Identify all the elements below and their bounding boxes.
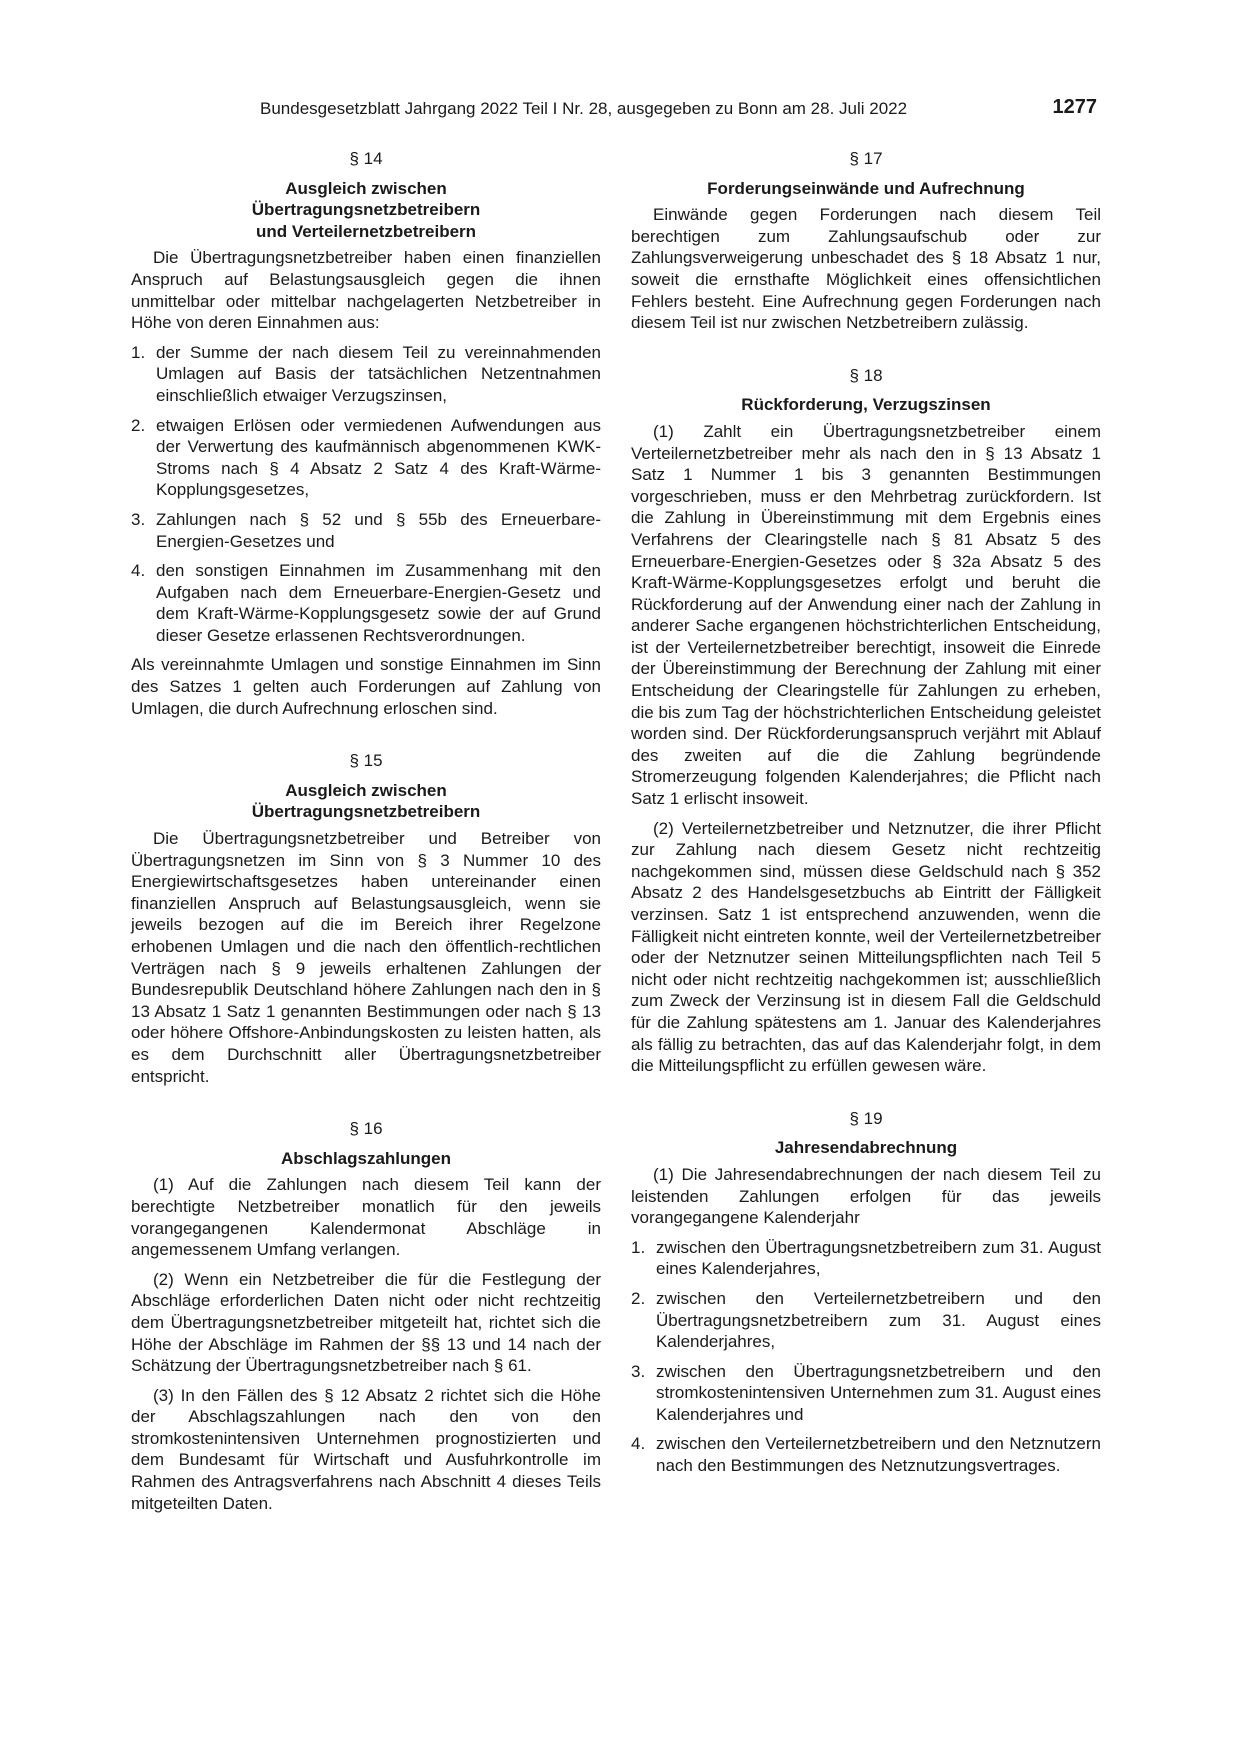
item-text: Zahlungen nach § 52 und § 55b des Erneuerbare-Energien-Gesetzes und bbox=[156, 509, 601, 551]
section-title-line: Ausgleich zwischen bbox=[285, 780, 447, 800]
left-column bbox=[131, 148, 601, 1522]
item-text: zwischen den Übertragungsnetzbetreibern zum 31. August eines Kalenderjahres, bbox=[656, 1237, 1101, 1279]
section-number: § 19 bbox=[849, 1108, 883, 1128]
paragraph: (1) Zahlt ein Übertragungsnetzbetreiber einem Verteilernetzbetreiber mehr als nach den in § 13 Absatz 1 Satz 1 Nummer 1 bis 3 genannten Bestimmungen vorgeschrieben, muss er den Mehrbetrag zurückfordern. Ist die Zahlung in Übereinstimmung mit dem Ergebnis eines Verfahrens der Clearingstelle nach § 81 Absatz 5 des Erneuerbare-Energien-Gesetzes oder § 32a Absatz 5 des Kraft-Wärme-Kopplungsgesetzes erfolgt und beruht die Rückforderung auf der Anwendung einer nach der Zahlung in anderer Sache ergangenen höchstrichterlichen Entscheidung, ist der Verteilernetzbetreiber berechtigt, insoweit die Einrede der Übereinstimmung der Berechnung der Zahlung mit einer Entscheidung der Clearingstelle für Zahlungen zu erheben, die bis zum Tag der höchstrichterlichen Entscheidung geleistet worden sind. Der Rückforderungsanspruch verjährt mit Ablauf des zweiten auf die die Zahlung begründende Stromerzeugung folgenden Kalenderjahres; die Pflicht nach Satz 1 erlischt insoweit. bbox=[631, 421, 1101, 809]
list-item bbox=[631, 1288, 1101, 1353]
item-text: zwischen den Verteilernetzbetreibern und den Übertragungsnetzbetreibern zum 31. August eines Kalenderjahres, bbox=[656, 1288, 1101, 1352]
item-number: 3. bbox=[631, 1361, 646, 1381]
section-title-line: und Verteilernetzbetreibern bbox=[255, 221, 477, 241]
item-number: 2. bbox=[631, 1288, 646, 1308]
section-title-line: Übertragungsnetzbetreibern bbox=[251, 802, 481, 822]
section-title bbox=[131, 780, 601, 823]
running-title: Bundesgesetzblatt Jahrgang 2022 Teil I Nr. 28, ausgegeben zu Bonn am 28. Juli 2022 bbox=[260, 99, 908, 118]
item-text: etwaigen Erlösen oder vermiedenen Aufwendungen aus der Verwertung des kaufmännisch abgenommenen KWK-Stroms nach § 4 Absatz 2 Satz 4 des Kraft-Wärme-Kopplungsgesetzes, bbox=[156, 415, 601, 500]
enumeration-list bbox=[631, 1237, 1101, 1477]
paragraph: (3) In den Fällen des § 12 Absatz 2 richtet sich die Höhe der Abschlagszahlungen nach den von den stromkostenintensiven Unternehmen prognostizierten und dem Bundesamt für Wirtschaft und Ausfuhrkontrolle im Rahmen des Antragsverfahrens nach Abschnitt 4 dieses Teils mitgeteilten Daten. bbox=[131, 1385, 601, 1513]
section-title bbox=[631, 394, 1101, 416]
item-text: zwischen den Verteilernetzbetreibern und den Netznutzern nach den Bestimmungen des Netznutzungsvertrages. bbox=[656, 1434, 1101, 1476]
section-18 bbox=[631, 365, 1101, 1077]
item-number: 1. bbox=[631, 1237, 646, 1257]
section-closing: Als vereinnahmte Umlagen und sonstige Einnahmen im Sinn des Satzes 1 gelten auch Forderungen auf Zahlung von Umlagen, die durch Aufrechnung erloschen sind. bbox=[131, 655, 601, 718]
section-title bbox=[131, 1148, 601, 1170]
section-title-line: Jahresendabrechnung bbox=[774, 1138, 958, 1158]
section-number: § 18 bbox=[849, 365, 883, 385]
section-text: Einwände gegen Forderungen nach diesem Teil berechtigen zum Zahlungsaufschub oder zur Zahlungsverweigerung unbeschadet des § 18 Absatz 1 nur, soweit die ernsthafte Möglichkeit eines offensichtlichen Fehlers besteht. Eine Aufrechnung gegen Forderungen nach diesem Teil ist nur zwischen Netzbetreibern zulässig. bbox=[631, 205, 1101, 333]
section-title-line: Rückforderung, Verzugszinsen bbox=[741, 395, 991, 415]
item-number: 4. bbox=[631, 1434, 646, 1454]
list-item bbox=[131, 415, 601, 501]
section-title-line: Ausgleich zwischen bbox=[285, 178, 447, 198]
item-number: 2. bbox=[131, 415, 146, 435]
section-title-line: Abschlagszahlungen bbox=[280, 1148, 452, 1168]
section-title bbox=[131, 178, 601, 243]
section-number: § 16 bbox=[349, 1119, 383, 1139]
section-title bbox=[631, 178, 1101, 200]
section-14 bbox=[131, 148, 601, 719]
paragraph: (2) Verteilernetzbetreiber und Netznutzer, die ihrer Pflicht zur Zahlung nach diesem Gesetz nicht rechtzeitig nachgekommen sind, müssen diese Geldschuld nach § 352 Absatz 2 des Handelsgesetzbuchs ab Eintritt der Fälligkeit verzinsen. Satz 1 ist entsprechend anzuwenden, wenn die Fälligkeit nicht eintreten konnte, weil der Verteilernetzbetreiber oder der Netznutzer seinen Mitteilungspflichten nach Teil 5 nicht oder nicht rechtzeitig nachgekommen ist; ausschließlich zum Zweck der Verzinsung ist in diesem Fall die Geldschuld für die Zahlung spätestens am 1. Januar des Kalenderjahres als fällig zu betrachten, das auf das Kalenderjahr folgt, in dem die Mitteilungspflicht zu erfüllen gewesen wäre. bbox=[631, 818, 1101, 1076]
item-text: den sonstigen Einnahmen im Zusammenhang mit den Aufgaben nach dem Erneuerbare-Energien-Gesetz und dem Kraft-Wärme-Kopplungsgesetz sowie der auf Grund dieser Gesetze erlassenen Rechtsverordnungen. bbox=[156, 561, 601, 645]
item-number: 4. bbox=[131, 561, 146, 581]
section-intro: Die Übertragungsnetzbetreiber haben einen finanziellen Anspruch auf Belastungsausgleich gegen die ihnen unmittelbar oder mittelbar nachgelagerten Netzbetreiber in Höhe von deren Einnahmen aus: bbox=[131, 248, 601, 333]
item-number: 1. bbox=[131, 342, 146, 362]
section-number: § 14 bbox=[349, 149, 383, 168]
section-number: § 15 bbox=[349, 751, 383, 771]
list-item bbox=[631, 1237, 1101, 1280]
section-19 bbox=[631, 1108, 1101, 1477]
enumeration-list bbox=[131, 342, 601, 647]
section-title bbox=[631, 1137, 1101, 1159]
item-number: 3. bbox=[131, 509, 146, 529]
section-number: § 17 bbox=[849, 149, 883, 168]
list-item bbox=[131, 342, 601, 407]
list-item bbox=[131, 560, 601, 646]
section-text: Die Übertragungsnetzbetreiber und Betreiber von Übertragungsnetzen im Sinn von § 3 Nummer 10 des Energiewirtschaftsgesetzes haben untereinander einen finanziellen Anspruch auf Belastungsausgleich, wenn sie jeweils bezogen auf die im Bereich ihrer Regelzone erhobenen Umlagen und die nach den öffentlich-rechtlichen Verträgen nach § 9 jeweils erhaltenen Zahlungen der Bundesrepublik Deutschland höhere Zahlungen nach den in § 13 Absatz 1 Satz 1 genannten Bestimmungen oder nach § 13 oder höhere Offshore-Anbindungskosten zu leisten hatten, als es dem Durchschnitt aller Übertragungsnetzbetreiber entspricht. bbox=[131, 829, 601, 1086]
section-title-line: Übertragungsnetzbetreibern bbox=[251, 200, 481, 220]
item-text: zwischen den Übertragungsnetzbetreibern und den stromkostenintensiven Unternehmen zum 31. August eines Kalenderjahres und bbox=[656, 1361, 1101, 1424]
right-column bbox=[631, 148, 1101, 1485]
paragraph: (2) Wenn ein Netzbetreiber die für die Festlegung der Abschläge erforderlichen Daten nicht oder nicht rechtzeitig dem Übertragungsnetzbetreiber mitgeteilt hat, richtet sich die Höhe der Abschläge im Rahmen der §§ 13 und 14 nach der Schätzung der Übertragungsnetzbetreiber nach § 61. bbox=[131, 1269, 601, 1376]
page-number: 1277 bbox=[1052, 96, 1097, 118]
list-item bbox=[631, 1433, 1101, 1476]
section-title-line: Forderungseinwände und Aufrechnung bbox=[707, 178, 1025, 198]
item-text: der Summe der nach diesem Teil zu vereinnahmenden Umlagen auf Basis der tatsächlichen Netzentnahmen einschließlich etwaiger Verzugszinsen, bbox=[156, 342, 601, 405]
section-17 bbox=[631, 148, 1101, 334]
list-item bbox=[131, 509, 601, 552]
section-intro: (1) Die Jahresendabrechnungen der nach diesem Teil zu leistenden Zahlungen erfolgen für das jeweils vorangegangene Kalenderjahr bbox=[631, 1164, 1101, 1228]
paragraph: (1) Auf die Zahlungen nach diesem Teil kann der berechtigte Netzbetreiber monatlich für den jeweils vorangegangenen Kalendermonat Abschläge in angemessenem Umfang verlangen. bbox=[131, 1175, 601, 1260]
section-16 bbox=[131, 1118, 601, 1514]
section-15 bbox=[131, 750, 601, 1087]
list-item bbox=[631, 1361, 1101, 1426]
